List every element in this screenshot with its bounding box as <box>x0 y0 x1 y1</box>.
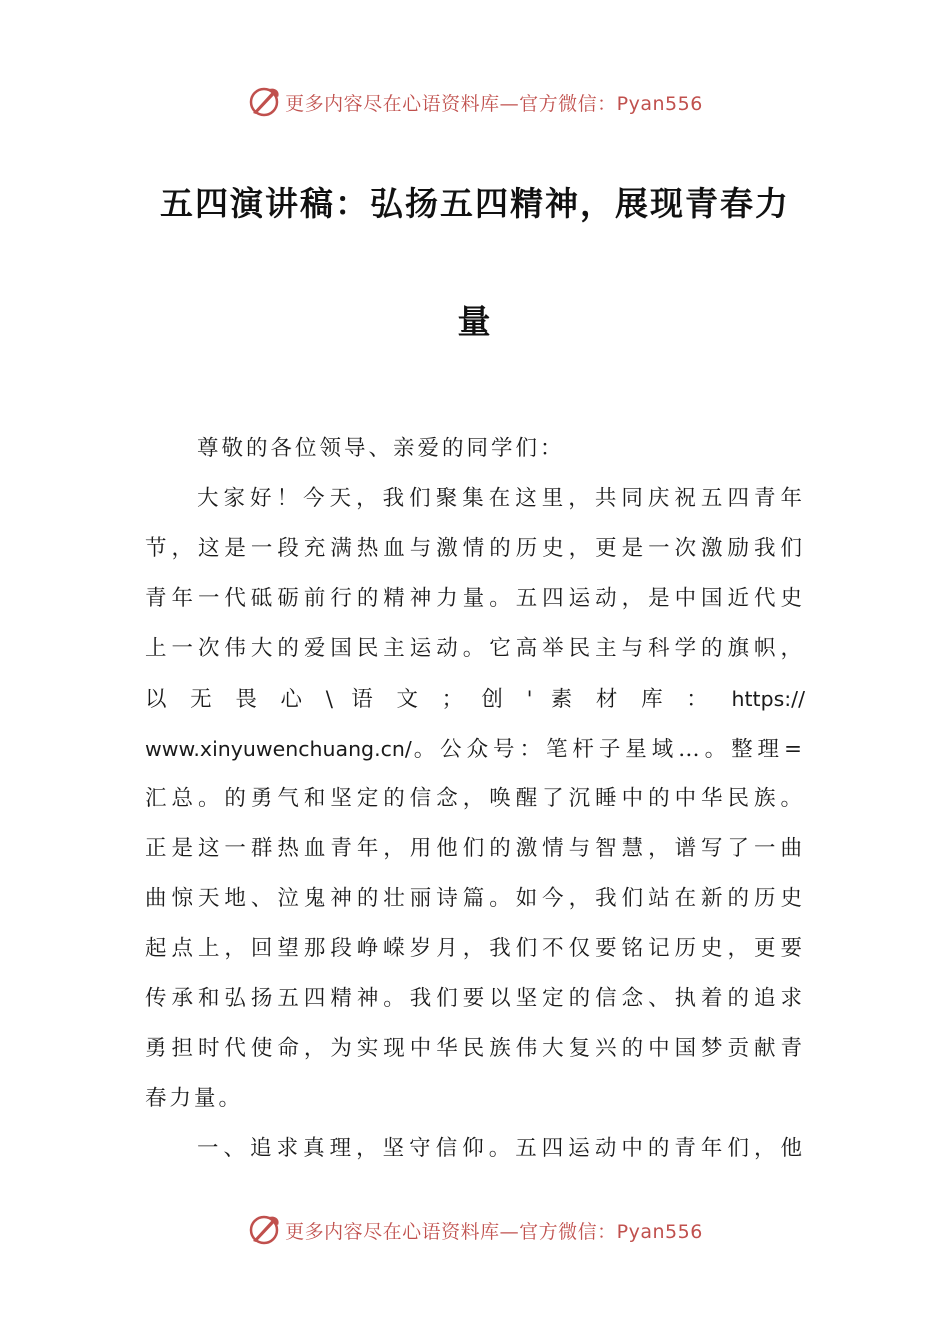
body-line: 大家好！今天，我们聚集在这里，共同庆祝五四青年 <box>197 486 805 511</box>
resource-link-domain[interactable]: www.xinyuwenchuang.cn/ <box>145 737 412 761</box>
body-line: 上一次伟大的爱国民主运动。它高举民主与科学的旗帜， <box>145 636 805 661</box>
body-line: 青年一代砥砺前行的精神力量。五四运动，是中国近代史 <box>145 586 805 611</box>
body-line: 勇担时代使命，为实现中华民族伟大复兴的中国梦贡献青 <box>145 1036 805 1061</box>
header-banner-text: 更多内容尽在心语资料库—官方微信：Pyan556 <box>285 92 703 115</box>
body-line: 正是这一群热血青年，用他们的激情与智慧，谱写了一曲 <box>145 836 805 861</box>
body-line-with-link: www.xinyuwenchuang.cn/。公众号：笔杆子星域…。整理= <box>145 737 805 762</box>
footer-watermark-banner <box>0 1210 950 1250</box>
body-line: 一、追求真理，坚守信仰。五四运动中的青年们，他 <box>197 1136 805 1161</box>
resource-link[interactable]: https:// <box>731 687 805 711</box>
quill-logo-icon <box>247 1213 281 1247</box>
quill-logo-icon <box>247 85 281 119</box>
document-title-line-1: 五四演讲稿：弘扬五四精神，展现青春力 <box>160 184 790 223</box>
body-line: 传承和弘扬五四精神。我们要以坚定的信念、执着的追求 <box>145 986 805 1011</box>
body-line: 节，这是一段充满热血与激情的历史，更是一次激励我们 <box>145 536 805 561</box>
body-line: 起点上，回望那段峥嵘岁月，我们不仅要铭记历史，更要 <box>145 936 805 961</box>
footer-banner-text: 更多内容尽在心语资料库—官方微信：Pyan556 <box>285 1220 703 1243</box>
header-banner-wechat-id: Pyan556 <box>616 92 703 115</box>
body-line: 尊敬的各位领导、亲爱的同学们： <box>197 436 565 461</box>
footer-banner-wechat-id: Pyan556 <box>616 1220 703 1243</box>
header-watermark-banner <box>0 82 950 122</box>
body-line: 汇总。的勇气和坚定的信念，唤醒了沉睡中的中华民族。 <box>145 786 805 811</box>
document-body <box>145 424 805 1174</box>
body-line: 春力量。 <box>145 1086 244 1111</box>
body-line-with-link: 以 无 畏 心 \ 语 文 ； 创 ' 素 材 库 ： https:// <box>145 687 805 712</box>
body-line: 曲惊天地、泣鬼神的壮丽诗篇。如今，我们站在新的历史 <box>145 886 805 911</box>
document-title-line-2: 量 <box>457 302 493 341</box>
